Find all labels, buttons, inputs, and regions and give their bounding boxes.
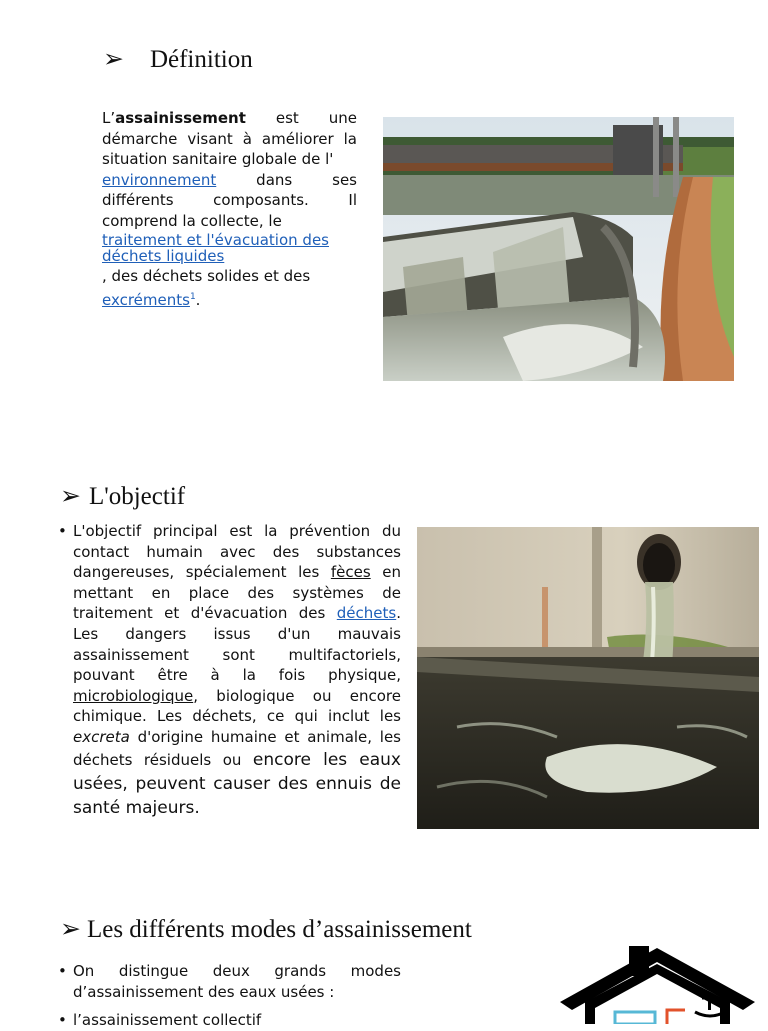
wastewater-clarifier-photo — [383, 117, 734, 381]
bullet-marker: • — [58, 522, 67, 540]
objectif-title: L'objectif — [88, 483, 186, 510]
link-dechets[interactable]: déchets — [336, 604, 397, 623]
arrow-bullet-icon: ➢ — [60, 916, 81, 943]
section-objectif-heading — [60, 481, 185, 511]
link-excrements[interactable]: excréments — [102, 290, 190, 309]
list-item — [58, 1010, 401, 1031]
text-fragment: L’ — [102, 109, 116, 127]
definition-title: Définition — [149, 46, 253, 73]
clarifier-illustration — [383, 117, 734, 381]
bullet-marker: • — [58, 962, 67, 980]
term-excreta: excreta — [73, 727, 130, 746]
text-fragment-large: encore les eaux usées, peuvent causer des ennuis de santé majeurs. — [73, 749, 401, 818]
house-plumbing-icon — [555, 940, 760, 1024]
footnote-ref[interactable]: 1 — [189, 291, 196, 302]
text-fragment: d'origine humaine et animale, les déchets résiduels ou — [73, 727, 401, 769]
arrow-bullet-icon: ➢ — [103, 46, 124, 73]
text-fragment: est une démarche visant à améliorer la situation sanitaire globale de l' — [102, 109, 357, 169]
text-fragment: , biologique ou encore chimique. Les déchets, ce qui inclut les — [73, 686, 401, 726]
list-item — [58, 961, 401, 1002]
text-fragment: . — [195, 290, 201, 309]
modes-list — [58, 961, 401, 1031]
section-definition-heading — [103, 44, 253, 74]
text-fragment: en mettant en place des systèmes de traitement et d'évacuation des — [73, 563, 401, 623]
text-fragment: , des déchets solides et des — [102, 267, 311, 286]
objectif-paragraph — [58, 521, 401, 820]
term-feces: fèces — [330, 563, 371, 582]
text-fragment: L'objectif principal est la prévention du contact humain avec des substances dangereuses, spécialement les — [73, 522, 401, 582]
modes-title: Les différents modes d’assainissement — [86, 916, 472, 943]
definition-paragraph — [102, 108, 357, 310]
bullet-marker: • — [58, 1011, 67, 1030]
text-fragment: . Les dangers issus d'un mauvais assainissement sont multifactoriels, pouvant être à la fois physique, — [73, 604, 401, 685]
link-traitement-evacuation[interactable]: traitement et l'évacuation des déchets liquides — [102, 230, 329, 265]
list-item-text: On distingue deux grands modes d’assainissement des eaux usées : — [73, 962, 401, 1001]
arrow-bullet-icon: ➢ — [60, 483, 81, 510]
term-assainissement: assainissement — [115, 109, 246, 127]
link-environnement[interactable]: environnement — [102, 170, 217, 189]
outfall-pipe-photo — [417, 527, 759, 829]
list-item-text: l’assainissement collectif — [73, 1011, 262, 1030]
term-microbiologique: microbiologique — [73, 686, 194, 705]
section-modes-heading — [60, 914, 472, 944]
house-icon — [555, 940, 760, 1024]
text-fragment: dans ses différents composants. Il comprend la collecte, le — [102, 170, 357, 230]
outfall-illustration — [417, 527, 759, 829]
